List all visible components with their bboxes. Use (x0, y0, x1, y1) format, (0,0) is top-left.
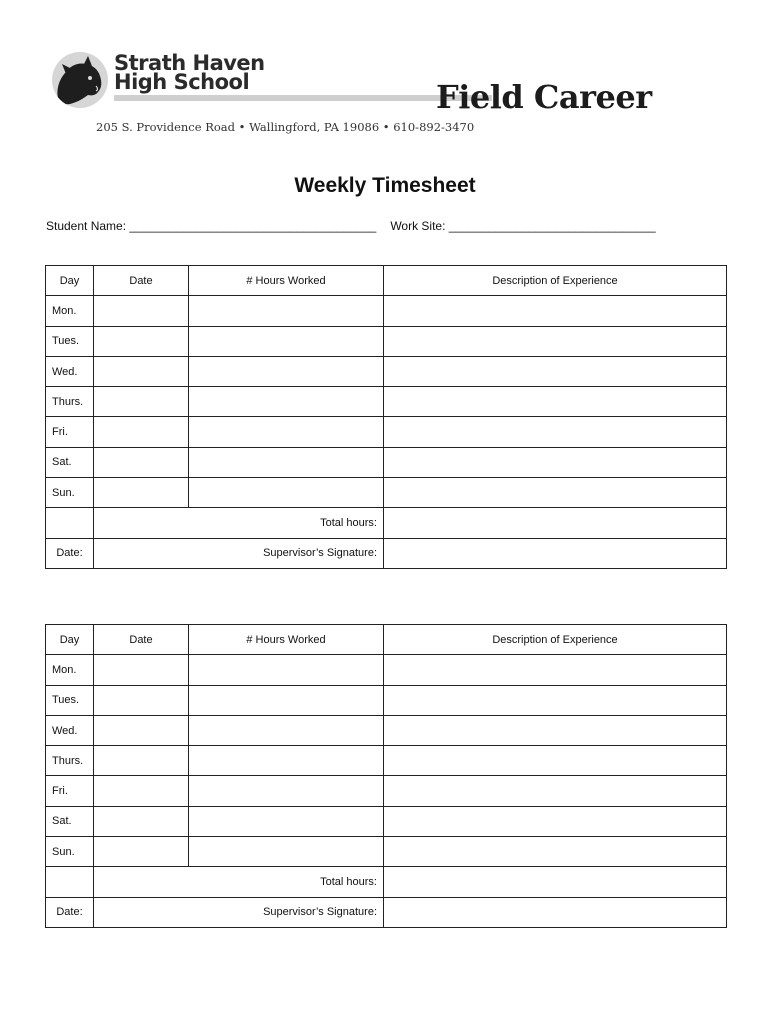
date-cell[interactable] (94, 685, 189, 715)
description-cell[interactable] (384, 776, 727, 806)
header-day: Day (46, 266, 94, 296)
school-name-line1: Strath Haven (114, 51, 265, 75)
table-row (46, 356, 727, 386)
date-cell[interactable] (94, 806, 189, 836)
table-row (46, 685, 727, 715)
hours-cell[interactable] (189, 655, 384, 685)
date-cell[interactable] (94, 296, 189, 326)
hours-cell[interactable] (189, 296, 384, 326)
hours-cell[interactable] (189, 447, 384, 477)
day-cell: Wed. (46, 356, 94, 386)
description-cell[interactable] (384, 447, 727, 477)
day-cell: Sat. (46, 447, 94, 477)
supervisor-signature-text: Supervisor’s Signature: (263, 906, 377, 919)
hours-cell[interactable] (189, 387, 384, 417)
table-row (46, 746, 727, 776)
description-cell[interactable] (384, 837, 727, 867)
hours-cell[interactable] (189, 417, 384, 447)
hours-cell[interactable] (189, 746, 384, 776)
program-title: Field Career (436, 78, 652, 116)
header-hours-worked: # Hours Worked (189, 625, 384, 655)
date-label: Date: (46, 897, 94, 927)
school-address: 205 S. Providence Road • Wallingford, PA 19086 • 610-892-3470 (96, 120, 475, 134)
day-cell: Thurs. (46, 746, 94, 776)
table-row (46, 296, 727, 326)
hours-cell[interactable] (189, 326, 384, 356)
table-header-row (46, 625, 727, 655)
header-hours-worked: # Hours Worked (189, 266, 384, 296)
student-name-field[interactable]: Student Name: _____________________________________ (46, 219, 377, 233)
day-cell: Sun. (46, 837, 94, 867)
supervisor-signature-field[interactable] (384, 897, 727, 927)
date-cell[interactable] (94, 715, 189, 745)
day-cell: Mon. (46, 296, 94, 326)
day-cell: Sun. (46, 478, 94, 508)
total-hours-text: Total hours: (320, 517, 377, 530)
header-day: Day (46, 625, 94, 655)
date-cell[interactable] (94, 776, 189, 806)
panther-icon (52, 52, 108, 108)
description-cell[interactable] (384, 746, 727, 776)
table-row (46, 806, 727, 836)
day-cell: Wed. (46, 715, 94, 745)
work-site-field[interactable]: Work Site: _______________________________ (390, 219, 656, 233)
total-hours-text: Total hours: (320, 876, 377, 889)
day-cell: Fri. (46, 776, 94, 806)
supervisor-signature-label (94, 538, 384, 568)
description-cell[interactable] (384, 685, 727, 715)
table-header-row (46, 266, 727, 296)
total-hours-label (94, 508, 384, 538)
date-cell[interactable] (94, 356, 189, 386)
total-hours-value-cell[interactable] (384, 508, 727, 538)
date-cell[interactable] (94, 746, 189, 776)
student-info-line (46, 219, 656, 233)
description-cell[interactable] (384, 326, 727, 356)
table-row (46, 417, 727, 447)
description-cell[interactable] (384, 387, 727, 417)
day-cell: Sat. (46, 806, 94, 836)
supervisor-signature-field[interactable] (384, 538, 727, 568)
hours-cell[interactable] (189, 837, 384, 867)
hours-cell[interactable] (189, 806, 384, 836)
description-cell[interactable] (384, 296, 727, 326)
date-cell[interactable] (94, 447, 189, 477)
day-cell: Thurs. (46, 387, 94, 417)
date-cell[interactable] (94, 417, 189, 447)
signature-row (46, 538, 727, 568)
school-name-line2: High School (114, 70, 250, 94)
description-cell[interactable] (384, 356, 727, 386)
supervisor-signature-label (94, 897, 384, 927)
day-cell: Mon. (46, 655, 94, 685)
table-row (46, 776, 727, 806)
total-row (46, 508, 727, 538)
timesheet-table-2 (45, 624, 727, 928)
date-cell[interactable] (94, 478, 189, 508)
description-cell[interactable] (384, 478, 727, 508)
supervisor-signature-text: Supervisor’s Signature: (263, 547, 377, 560)
hours-cell[interactable] (189, 776, 384, 806)
date-cell[interactable] (94, 326, 189, 356)
table-row (46, 837, 727, 867)
header-description: Description of Experience (384, 266, 727, 296)
table-row (46, 715, 727, 745)
header-date: Date (94, 625, 189, 655)
total-hours-label (94, 867, 384, 897)
date-cell[interactable] (94, 655, 189, 685)
school-name (114, 51, 265, 94)
day-cell: Tues. (46, 685, 94, 715)
description-cell[interactable] (384, 417, 727, 447)
table-row (46, 387, 727, 417)
description-cell[interactable] (384, 655, 727, 685)
hours-cell[interactable] (189, 356, 384, 386)
school-logo (52, 50, 452, 110)
hours-cell[interactable] (189, 685, 384, 715)
date-cell[interactable] (94, 837, 189, 867)
day-cell: Fri. (46, 417, 94, 447)
date-label: Date: (46, 538, 94, 568)
empty-cell (46, 508, 94, 538)
header-date: Date (94, 266, 189, 296)
date-cell[interactable] (94, 387, 189, 417)
description-cell[interactable] (384, 806, 727, 836)
day-cell: Tues. (46, 326, 94, 356)
table-row (46, 447, 727, 477)
header-description: Description of Experience (384, 625, 727, 655)
total-row (46, 867, 727, 897)
table-row (46, 326, 727, 356)
hours-cell[interactable] (189, 478, 384, 508)
hours-cell[interactable] (189, 715, 384, 745)
total-hours-value-cell[interactable] (384, 867, 727, 897)
timesheet-table (45, 265, 727, 569)
table-row (46, 478, 727, 508)
signature-row (46, 897, 727, 927)
page-title: Weekly Timesheet (294, 174, 476, 197)
description-cell[interactable] (384, 715, 727, 745)
empty-cell (46, 867, 94, 897)
table-row (46, 655, 727, 685)
